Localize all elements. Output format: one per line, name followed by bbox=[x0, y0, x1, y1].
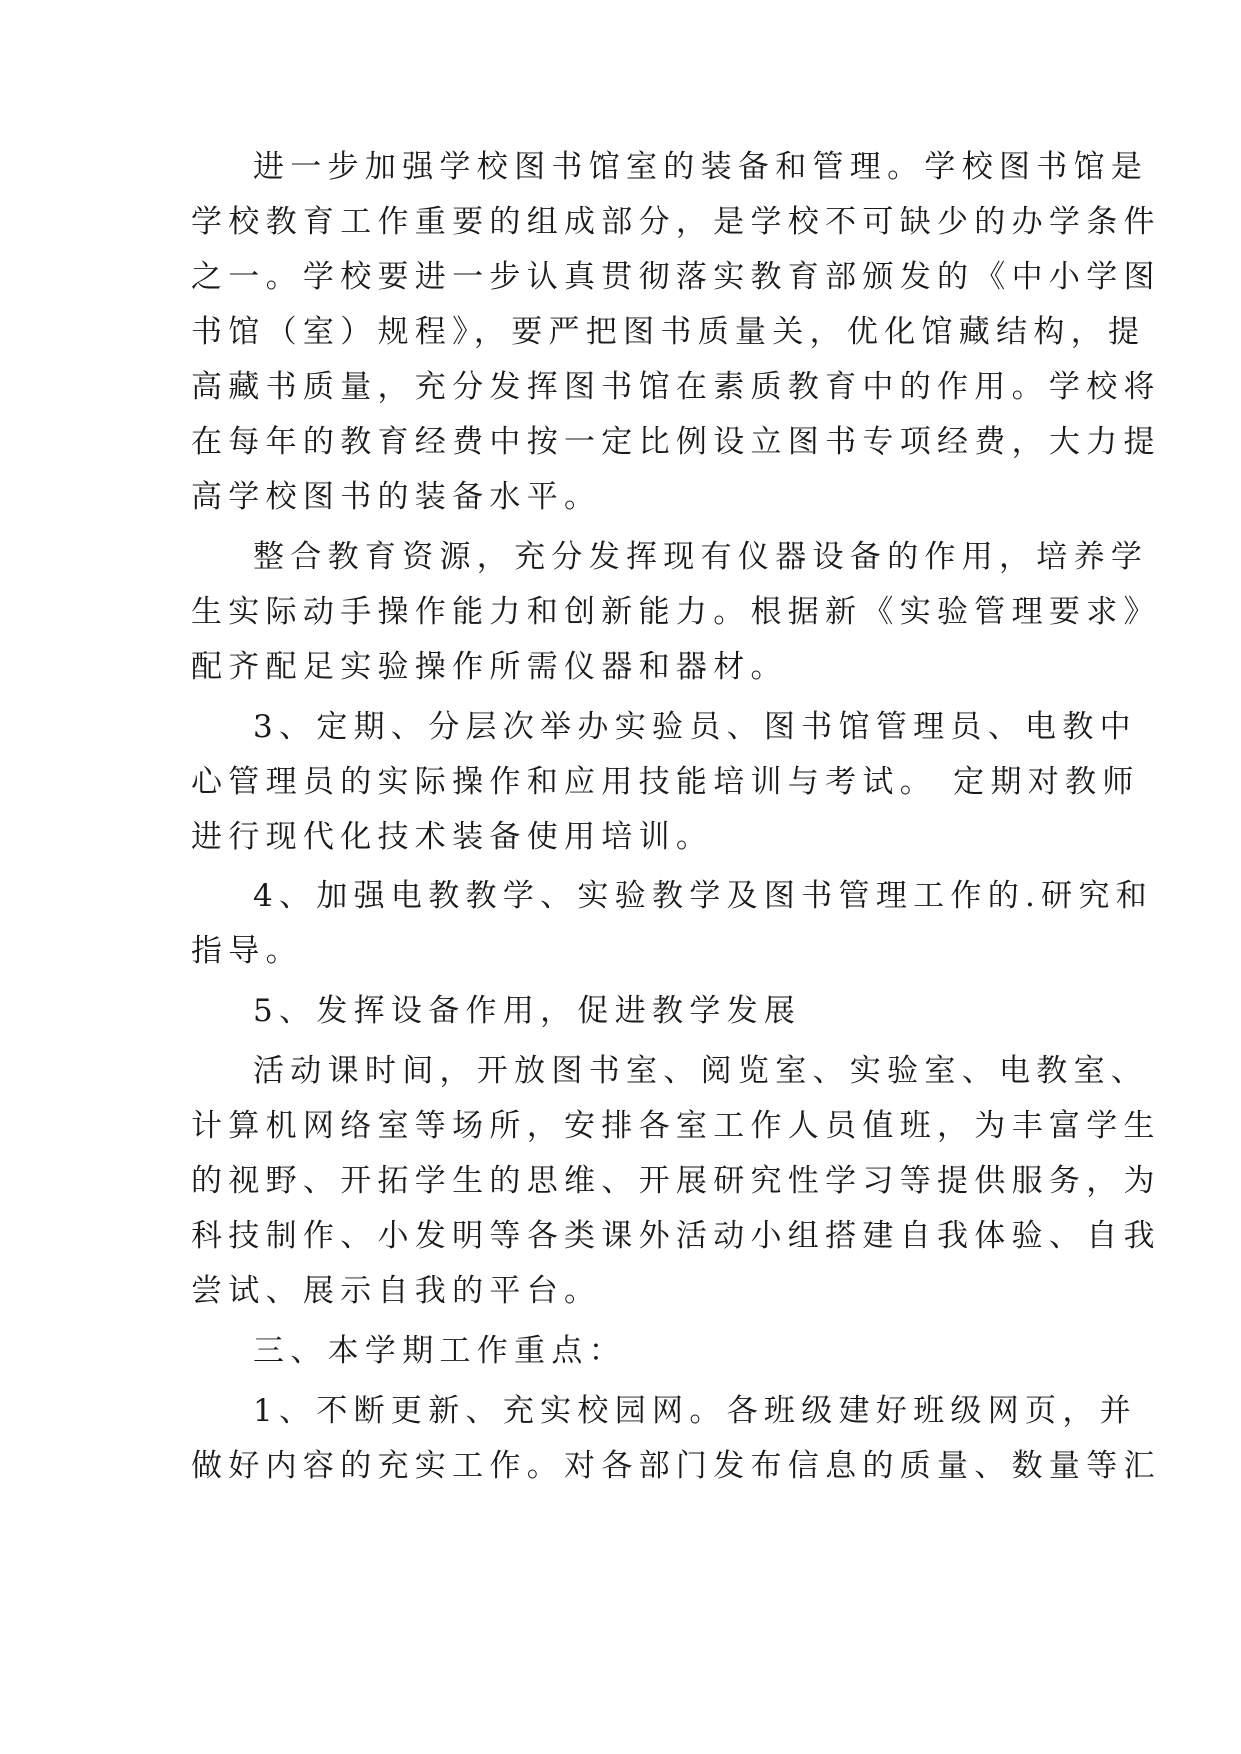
paragraph-line: 1、不断更新、充实校园网。各班级建好班级网页，并 bbox=[253, 1393, 1137, 1429]
paragraph-line: 整合教育资源，充分发挥现有仪器设备的作用，培养学 bbox=[253, 539, 1149, 575]
paragraph-line: 书馆（室）规程》，要严把图书质量关，优化馆藏结构，提 bbox=[191, 314, 1146, 350]
paragraph-line: 进一步加强学校图书馆室的装备和管理。学校图书馆是 bbox=[253, 149, 1149, 185]
paragraph-line: 活动课时间，开放图书室、阅览室、实验室、电教室、 bbox=[253, 1053, 1149, 1089]
paragraph-line: 学校教育工作重要的组成部分，是学校不可缺少的办学条件 bbox=[191, 204, 1161, 240]
paragraph-line: 指导。 bbox=[191, 933, 303, 969]
paragraph-line: 科技制作、小发明等各类课外活动小组搭建自我体验、自我 bbox=[191, 1218, 1161, 1254]
paragraph-line: 心管理员的实际操作和应用技能培训与考试。 定期对教师 bbox=[191, 764, 1140, 800]
paragraph-line: 计算机网络室等场所，安排各室工作人员值班，为丰富学生 bbox=[191, 1108, 1161, 1144]
paragraph-line: 尝试、展示自我的平台。 bbox=[191, 1273, 602, 1309]
paragraph-line: 配齐配足实验操作所需仪器和器材。 bbox=[191, 649, 788, 685]
paragraph-line: 5、发挥设备作用，促进教学发展 bbox=[253, 993, 802, 1029]
paragraph-line: 高学校图书的装备水平。 bbox=[191, 479, 602, 515]
paragraph-line: 3、定期、分层次举办实验员、图书馆管理员、电教中 bbox=[253, 709, 1137, 745]
paragraph-line: 进行现代化技术装备使用培训。 bbox=[191, 819, 714, 855]
paragraph-line: 之一。学校要进一步认真贯彻落实教育部颁发的《中小学图 bbox=[191, 259, 1161, 295]
paragraph-line: 高藏书质量，充分发挥图书馆在素质教育中的作用。学校将 bbox=[191, 369, 1161, 405]
paragraph-line: 生实际动手操作能力和创新能力。根据新《实验管理要求》 bbox=[191, 594, 1161, 630]
paragraph-line: 4、加强电教教学、实验教学及图书管理工作的.研究和 bbox=[253, 878, 1154, 914]
paragraph-line: 在每年的教育经费中按一定比例设立图书专项经费，大力提 bbox=[191, 424, 1161, 460]
paragraph-line: 的视野、开拓学生的思维、开展研究性学习等提供服务，为 bbox=[191, 1163, 1161, 1199]
paragraph-line: 做好内容的充实工作。对各部门发布信息的质量、数量等汇 bbox=[191, 1448, 1161, 1484]
section-heading: 三、本学期工作重点： bbox=[253, 1333, 626, 1369]
